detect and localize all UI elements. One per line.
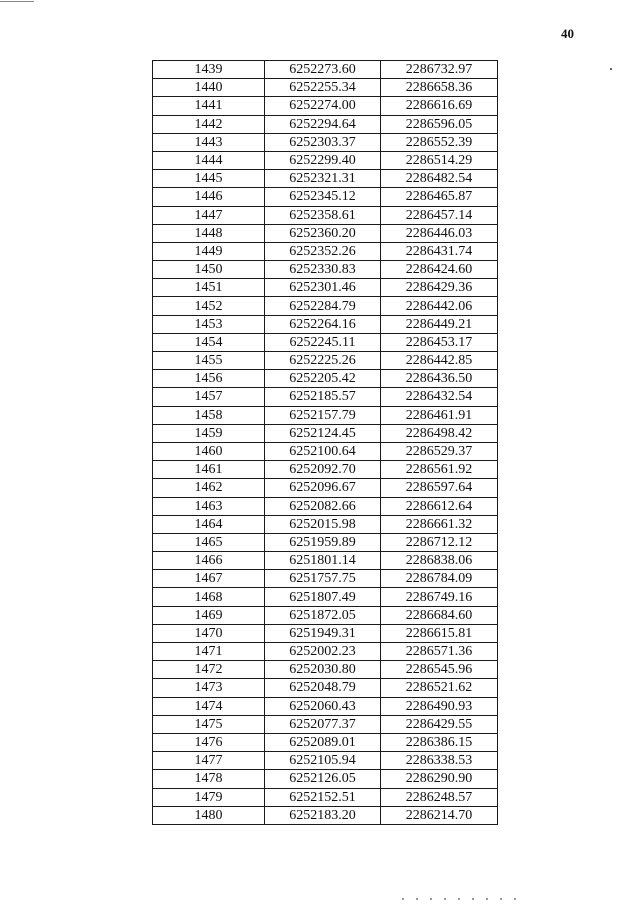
- point-number-cell: 1476: [153, 733, 265, 751]
- table-row: [153, 515, 498, 533]
- x-coordinate-cell: 6252245.11: [265, 333, 381, 351]
- coordinates-table: [152, 60, 498, 825]
- table-row: [153, 733, 498, 751]
- y-coordinate-cell: 2286684.60: [381, 606, 498, 624]
- table-row: [153, 61, 498, 79]
- table-row: [153, 115, 498, 133]
- point-number-cell: 1468: [153, 588, 265, 606]
- table-row: [153, 679, 498, 697]
- point-number-cell: 1459: [153, 424, 265, 442]
- point-number-cell: 1477: [153, 752, 265, 770]
- y-coordinate-cell: 2286424.60: [381, 261, 498, 279]
- x-coordinate-cell: 6252299.40: [265, 151, 381, 169]
- table-row: [153, 97, 498, 115]
- point-number-cell: 1460: [153, 442, 265, 460]
- y-coordinate-cell: 2286784.09: [381, 570, 498, 588]
- point-number-cell: 1444: [153, 151, 265, 169]
- x-coordinate-cell: 6251807.49: [265, 588, 381, 606]
- y-coordinate-cell: 2286431.74: [381, 242, 498, 260]
- point-number-cell: 1469: [153, 606, 265, 624]
- point-number-cell: 1465: [153, 533, 265, 551]
- x-coordinate-cell: 6252284.79: [265, 297, 381, 315]
- y-coordinate-cell: 2286597.64: [381, 479, 498, 497]
- point-number-cell: 1457: [153, 388, 265, 406]
- x-coordinate-cell: 6251757.75: [265, 570, 381, 588]
- x-coordinate-cell: 6252077.37: [265, 715, 381, 733]
- x-coordinate-cell: 6252089.01: [265, 733, 381, 751]
- x-coordinate-cell: 6252096.67: [265, 479, 381, 497]
- page-number: 40: [561, 26, 574, 41]
- x-coordinate-cell: 6252358.61: [265, 206, 381, 224]
- point-number-cell: 1472: [153, 661, 265, 679]
- x-coordinate-cell: 6252152.51: [265, 788, 381, 806]
- x-coordinate-cell: 6252205.42: [265, 370, 381, 388]
- y-coordinate-cell: 2286429.36: [381, 279, 498, 297]
- point-number-cell: 1445: [153, 170, 265, 188]
- x-coordinate-cell: 6252301.46: [265, 279, 381, 297]
- point-number-cell: 1479: [153, 788, 265, 806]
- x-coordinate-cell: 6252345.12: [265, 188, 381, 206]
- x-coordinate-cell: 6252274.00: [265, 97, 381, 115]
- point-number-cell: 1475: [153, 715, 265, 733]
- table-row: [153, 224, 498, 242]
- x-coordinate-cell: 6252183.20: [265, 806, 381, 824]
- x-coordinate-cell: 6252321.31: [265, 170, 381, 188]
- scan-artifact-line: [0, 1, 34, 2]
- x-coordinate-cell: 6252100.64: [265, 442, 381, 460]
- y-coordinate-cell: 2286712.12: [381, 533, 498, 551]
- y-coordinate-cell: 2286248.57: [381, 788, 498, 806]
- x-coordinate-cell: 6252048.79: [265, 679, 381, 697]
- y-coordinate-cell: 2286521.62: [381, 679, 498, 697]
- table-row: [153, 442, 498, 460]
- scan-speck: [610, 68, 612, 70]
- y-coordinate-cell: 2286838.06: [381, 552, 498, 570]
- x-coordinate-cell: 6252352.26: [265, 242, 381, 260]
- x-coordinate-cell: 6251872.05: [265, 606, 381, 624]
- x-coordinate-cell: 6251949.31: [265, 624, 381, 642]
- table-row: [153, 242, 498, 260]
- table-row: [153, 697, 498, 715]
- x-coordinate-cell: 6252185.57: [265, 388, 381, 406]
- table-row: [153, 461, 498, 479]
- point-number-cell: 1473: [153, 679, 265, 697]
- point-number-cell: 1458: [153, 406, 265, 424]
- table-row: [153, 424, 498, 442]
- table-row: [153, 715, 498, 733]
- y-coordinate-cell: 2286214.70: [381, 806, 498, 824]
- y-coordinate-cell: 2286661.32: [381, 515, 498, 533]
- y-coordinate-cell: 2286490.93: [381, 697, 498, 715]
- x-coordinate-cell: 6252126.05: [265, 770, 381, 788]
- y-coordinate-cell: 2286749.16: [381, 588, 498, 606]
- y-coordinate-cell: 2286616.69: [381, 97, 498, 115]
- coordinates-table-body: [153, 61, 498, 825]
- point-number-cell: 1450: [153, 261, 265, 279]
- y-coordinate-cell: 2286482.54: [381, 170, 498, 188]
- y-coordinate-cell: 2286529.37: [381, 442, 498, 460]
- point-number-cell: 1449: [153, 242, 265, 260]
- point-number-cell: 1442: [153, 115, 265, 133]
- y-coordinate-cell: 2286552.39: [381, 133, 498, 151]
- table-row: [153, 770, 498, 788]
- table-row: [153, 497, 498, 515]
- x-coordinate-cell: 6252330.83: [265, 261, 381, 279]
- point-number-cell: 1453: [153, 315, 265, 333]
- table-row: [153, 297, 498, 315]
- x-coordinate-cell: 6252264.16: [265, 315, 381, 333]
- table-row: [153, 333, 498, 351]
- y-coordinate-cell: 2286453.17: [381, 333, 498, 351]
- point-number-cell: 1467: [153, 570, 265, 588]
- y-coordinate-cell: 2286429.55: [381, 715, 498, 733]
- table-row: [153, 552, 498, 570]
- x-coordinate-cell: 6252060.43: [265, 697, 381, 715]
- point-number-cell: 1478: [153, 770, 265, 788]
- y-coordinate-cell: 2286461.91: [381, 406, 498, 424]
- point-number-cell: 1456: [153, 370, 265, 388]
- table-row: [153, 806, 498, 824]
- table-row: [153, 661, 498, 679]
- x-coordinate-cell: 6252273.60: [265, 61, 381, 79]
- x-coordinate-cell: 6252082.66: [265, 497, 381, 515]
- point-number-cell: 1447: [153, 206, 265, 224]
- table-row: [153, 315, 498, 333]
- table-row: [153, 533, 498, 551]
- y-coordinate-cell: 2286386.15: [381, 733, 498, 751]
- y-coordinate-cell: 2286545.96: [381, 661, 498, 679]
- y-coordinate-cell: 2286457.14: [381, 206, 498, 224]
- table-row: [153, 570, 498, 588]
- x-coordinate-cell: 6252015.98: [265, 515, 381, 533]
- x-coordinate-cell: 6252157.79: [265, 406, 381, 424]
- y-coordinate-cell: 2286449.21: [381, 315, 498, 333]
- point-number-cell: 1448: [153, 224, 265, 242]
- y-coordinate-cell: 2286432.54: [381, 388, 498, 406]
- point-number-cell: 1463: [153, 497, 265, 515]
- point-number-cell: 1440: [153, 79, 265, 97]
- point-number-cell: 1451: [153, 279, 265, 297]
- x-coordinate-cell: 6252294.64: [265, 115, 381, 133]
- table-row: [153, 151, 498, 169]
- point-number-cell: 1441: [153, 97, 265, 115]
- x-coordinate-cell: 6252124.45: [265, 424, 381, 442]
- y-coordinate-cell: 2286561.92: [381, 461, 498, 479]
- table-row: [153, 170, 498, 188]
- point-number-cell: 1474: [153, 697, 265, 715]
- y-coordinate-cell: 2286436.50: [381, 370, 498, 388]
- x-coordinate-cell: 6252092.70: [265, 461, 381, 479]
- y-coordinate-cell: 2286442.85: [381, 352, 498, 370]
- x-coordinate-cell: 6251959.89: [265, 533, 381, 551]
- point-number-cell: 1455: [153, 352, 265, 370]
- point-number-cell: 1480: [153, 806, 265, 824]
- y-coordinate-cell: 2286612.64: [381, 497, 498, 515]
- x-coordinate-cell: 6252002.23: [265, 643, 381, 661]
- point-number-cell: 1471: [153, 643, 265, 661]
- table-row: [153, 188, 498, 206]
- table-row: [153, 624, 498, 642]
- table-row: [153, 133, 498, 151]
- point-number-cell: 1464: [153, 515, 265, 533]
- table-row: [153, 370, 498, 388]
- y-coordinate-cell: 2286442.06: [381, 297, 498, 315]
- y-coordinate-cell: 2286338.53: [381, 752, 498, 770]
- table-row: [153, 643, 498, 661]
- y-coordinate-cell: 2286498.42: [381, 424, 498, 442]
- x-coordinate-cell: 6251801.14: [265, 552, 381, 570]
- table-row: [153, 606, 498, 624]
- point-number-cell: 1470: [153, 624, 265, 642]
- x-coordinate-cell: 6252255.34: [265, 79, 381, 97]
- table-row: [153, 788, 498, 806]
- y-coordinate-cell: 2286290.90: [381, 770, 498, 788]
- y-coordinate-cell: 2286658.36: [381, 79, 498, 97]
- point-number-cell: 1454: [153, 333, 265, 351]
- y-coordinate-cell: 2286514.29: [381, 151, 498, 169]
- y-coordinate-cell: 2286446.03: [381, 224, 498, 242]
- table-row: [153, 588, 498, 606]
- x-coordinate-cell: 6252360.20: [265, 224, 381, 242]
- y-coordinate-cell: 2286732.97: [381, 61, 498, 79]
- y-coordinate-cell: 2286571.36: [381, 643, 498, 661]
- point-number-cell: 1462: [153, 479, 265, 497]
- y-coordinate-cell: 2286615.81: [381, 624, 498, 642]
- table-row: [153, 79, 498, 97]
- point-number-cell: 1452: [153, 297, 265, 315]
- y-coordinate-cell: 2286596.05: [381, 115, 498, 133]
- table-row: [153, 206, 498, 224]
- table-row: [153, 406, 498, 424]
- table-row: [153, 752, 498, 770]
- y-coordinate-cell: 2286465.87: [381, 188, 498, 206]
- point-number-cell: 1461: [153, 461, 265, 479]
- table-row: [153, 479, 498, 497]
- x-coordinate-cell: 6252303.37: [265, 133, 381, 151]
- scan-dots: [396, 898, 526, 900]
- point-number-cell: 1446: [153, 188, 265, 206]
- table-row: [153, 352, 498, 370]
- point-number-cell: 1439: [153, 61, 265, 79]
- point-number-cell: 1466: [153, 552, 265, 570]
- x-coordinate-cell: 6252105.94: [265, 752, 381, 770]
- point-number-cell: 1443: [153, 133, 265, 151]
- table-row: [153, 388, 498, 406]
- table-row: [153, 261, 498, 279]
- x-coordinate-cell: 6252225.26: [265, 352, 381, 370]
- table-row: [153, 279, 498, 297]
- x-coordinate-cell: 6252030.80: [265, 661, 381, 679]
